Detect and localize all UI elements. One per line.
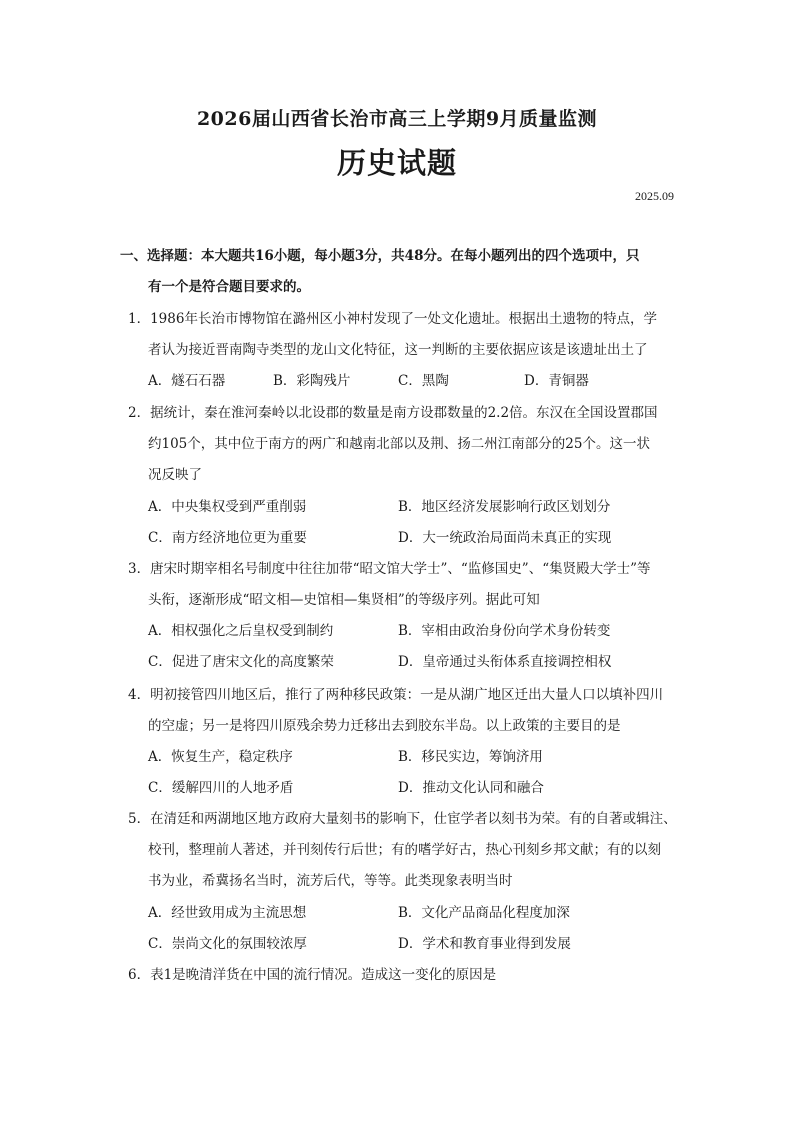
option-a[interactable]: A．相权强化之后皇权受到制约: [148, 623, 334, 639]
question-line: 约105个，其中位于南方的两广和越南北部以及荆、扬二州江南部分的25个。这一状: [148, 436, 650, 452]
question-line: 者认为接近晋南陶寺类型的龙山文化特征，这一判断的主要依据应该是该遗址出土了: [148, 342, 648, 358]
option-b[interactable]: B．地区经济发展影响行政区划划分: [398, 499, 611, 515]
option-c[interactable]: C．缓解四川的人地矛盾: [148, 780, 294, 796]
option-a[interactable]: A．恢复生产，稳定秩序: [148, 749, 293, 765]
option-b[interactable]: B．文化产品商品化程度加深: [398, 905, 570, 921]
option-b[interactable]: B．彩陶残片: [273, 373, 351, 389]
question-line: 校刊，整理前人著述，并刊刻传行后世；有的嗜学好古，热心刊刻乡邦文献；有的以刻: [148, 842, 661, 858]
question-line: 4．明初接管四川地区后，推行了两种移民政策：一是从湖广地区迁出大量人口以填补四川: [128, 687, 664, 703]
option-d[interactable]: D．皇帝通过头衔体系直接调控相权: [398, 654, 612, 670]
option-d[interactable]: D．大一统政治局面尚未真正的实现: [398, 530, 612, 546]
question-line: 的空虚；另一是将四川原残余势力迁移出去到胶东半岛。以上政策的主要目的是: [148, 718, 621, 734]
option-a[interactable]: A．中央集权受到严重削弱: [148, 499, 307, 515]
option-c[interactable]: C．促进了唐宋文化的高度繁荣: [148, 654, 334, 670]
question-4: [128, 680, 676, 742]
question-line: 6．表1是晚清洋货在中国的流行情况。造成这一变化的原因是: [128, 967, 497, 983]
exam-title: 2026届山西省长治市高三上学期9月质量监测: [196, 108, 598, 130]
option-a[interactable]: A．燧石石器: [148, 373, 226, 389]
question-line: 况反映了: [148, 467, 202, 483]
question-line: 5．在清廷和两湖地区地方政府大量刻书的影响下，仕宦学者以刻书为荣。有的自著或辑注、: [128, 811, 677, 827]
option-a[interactable]: A．经世致用成为主流思想: [148, 905, 307, 921]
question-line: 头衔，逐渐形成“昭文相—史馆相—集贤相”的等级序列。据此可知: [148, 592, 540, 608]
question-line: 1．1986年长治市博物馆在潞州区小神村发现了一处文化遗址。根据出土遗物的特点，学: [128, 311, 657, 327]
subject-title: 历史试题: [336, 146, 457, 180]
question-3: [128, 554, 676, 616]
option-c[interactable]: C．崇尚文化的氛围较浓厚: [148, 936, 307, 952]
exam-date: 2025.09: [635, 189, 674, 203]
option-b[interactable]: B．宰相由政治身份向学术身份转变: [398, 623, 611, 639]
option-d[interactable]: D．学术和教育事业得到发展: [398, 936, 571, 952]
option-d[interactable]: D．推动文化认同和融合: [398, 780, 544, 796]
option-c[interactable]: C．南方经济地位更为重要: [148, 530, 307, 546]
question-line: 3．唐宋时期宰相名号制度中往往加带“昭文馆大学士”、“监修国史”、“集贤殿大学士”等: [128, 561, 651, 577]
section-heading: [120, 241, 678, 303]
section-heading-line: 一、选择题：本大题共16小题，每小题3分，共48分。在每小题列出的四个选项中，只: [120, 248, 640, 264]
question-1: [128, 304, 676, 366]
section-heading-line: 有一个是符合题目要求的。: [148, 279, 310, 295]
option-c[interactable]: C．黑陶: [398, 373, 449, 389]
question-6: [128, 960, 676, 991]
question-line: 书为业，希冀扬名当时，流芳后代，等等。此类现象表明当时: [148, 873, 513, 889]
option-d[interactable]: D．青铜器: [524, 373, 589, 389]
option-b[interactable]: B．移民实边，筹饷济用: [398, 749, 543, 765]
question-line: 2．据统计，秦在淮河秦岭以北设郡的数量是南方设郡数量的2.2倍。东汉在全国设置郡国: [128, 405, 658, 421]
question-5: [128, 804, 676, 897]
question-2: [128, 398, 676, 491]
